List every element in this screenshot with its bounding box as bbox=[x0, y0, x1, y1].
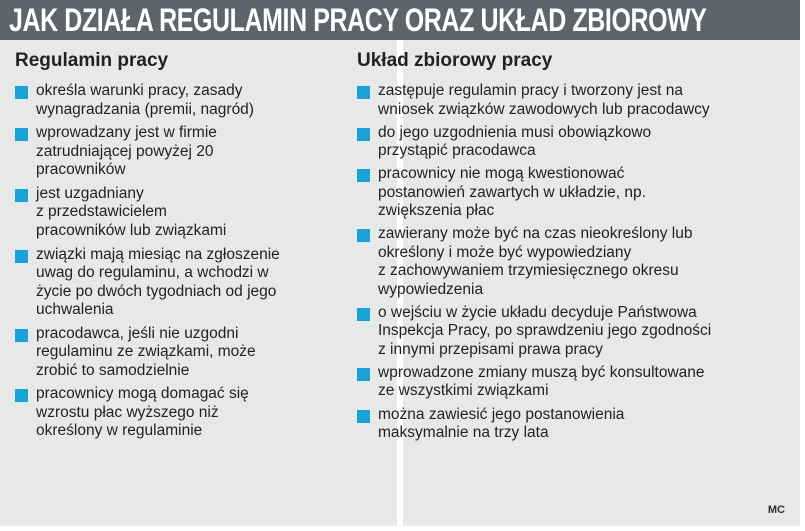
list-item bbox=[357, 364, 777, 401]
list-item bbox=[357, 225, 777, 299]
item-text: wprowadzone zmiany muszą być konsultowane ze wszystkimi związkami bbox=[378, 363, 705, 400]
list-item bbox=[357, 124, 777, 161]
list-item bbox=[15, 82, 335, 119]
square-bullet-icon bbox=[357, 308, 370, 321]
list-item bbox=[357, 304, 777, 360]
right-column-title: Układ zbiorowy pracy bbox=[357, 50, 553, 71]
square-bullet-icon bbox=[357, 410, 370, 423]
left-item-list bbox=[15, 82, 335, 446]
list-item bbox=[357, 165, 777, 221]
item-text: można zawiesić jego postanowienia maksymalnie na trzy lata bbox=[378, 405, 625, 442]
list-item bbox=[357, 82, 777, 119]
item-text: jest uzgadniany z przedstawicielem pracowników lub związkami bbox=[36, 184, 227, 239]
square-bullet-icon bbox=[357, 86, 370, 99]
right-item-list bbox=[357, 82, 777, 447]
item-text: określa warunki pracy, zasady wynagradzania (premii, nagród) bbox=[36, 82, 254, 118]
square-bullet-icon bbox=[15, 128, 28, 141]
item-text: związki mają miesiąc na zgłoszenie uwag do regulaminu, a wchodzi w życie po dwóch tygodniach od jego uchwalenia bbox=[36, 245, 280, 319]
square-bullet-icon bbox=[357, 128, 370, 141]
square-bullet-icon bbox=[15, 86, 28, 99]
item-text: zastępuje regulamin pracy i tworzony jest na wniosek związków zawodowych lub pracodawcy bbox=[378, 82, 710, 118]
list-item bbox=[15, 385, 335, 441]
list-item bbox=[357, 406, 777, 443]
square-bullet-icon bbox=[15, 389, 28, 402]
item-text: wprowadzany jest w firmie zatrudniającej powyżej 20 pracowników bbox=[36, 124, 217, 179]
item-text: pracownicy nie mogą kwestionować postanowień zawartych w układzie, np. zwiększenia płac bbox=[378, 165, 646, 220]
square-bullet-icon bbox=[15, 329, 28, 342]
square-bullet-icon bbox=[15, 250, 28, 263]
square-bullet-icon bbox=[15, 189, 28, 202]
list-item bbox=[15, 185, 335, 241]
list-item bbox=[15, 325, 335, 381]
list-item bbox=[15, 246, 335, 320]
item-text: pracownicy mogą domagać się wzrostu płac wyższego niż określony w regulaminie bbox=[36, 385, 249, 440]
author-credit: MC bbox=[767, 504, 785, 516]
list-item bbox=[15, 124, 335, 180]
square-bullet-icon bbox=[357, 229, 370, 242]
square-bullet-icon bbox=[357, 169, 370, 182]
item-text: zawierany może być na czas nieokreślony lub określony i może być wypowiedziany z zachowywaniem trzymiesięcznego okresu wypowiedzenia bbox=[378, 225, 693, 298]
header-bar bbox=[0, 0, 800, 40]
item-text: do jego uzgodnienia musi obowiązkowo przystąpić pracodawca bbox=[378, 123, 652, 160]
item-text: pracodawca, jeśli nie uzgodni regulaminu ze związkami, może zrobić to samodzielnie bbox=[36, 324, 256, 379]
left-column-title: Regulamin pracy bbox=[15, 50, 169, 71]
infographic-title: JAK DZIAŁA REGULAMIN PRACY ORAZ UKŁAD ZBIOROWY bbox=[9, 2, 707, 38]
item-text: o wejściu w życie układu decyduje Państwowa Inspekcja Pracy, po sprawdzeniu jego zgodności z innymi przepisami prawa pracy bbox=[378, 303, 712, 358]
square-bullet-icon bbox=[357, 368, 370, 381]
